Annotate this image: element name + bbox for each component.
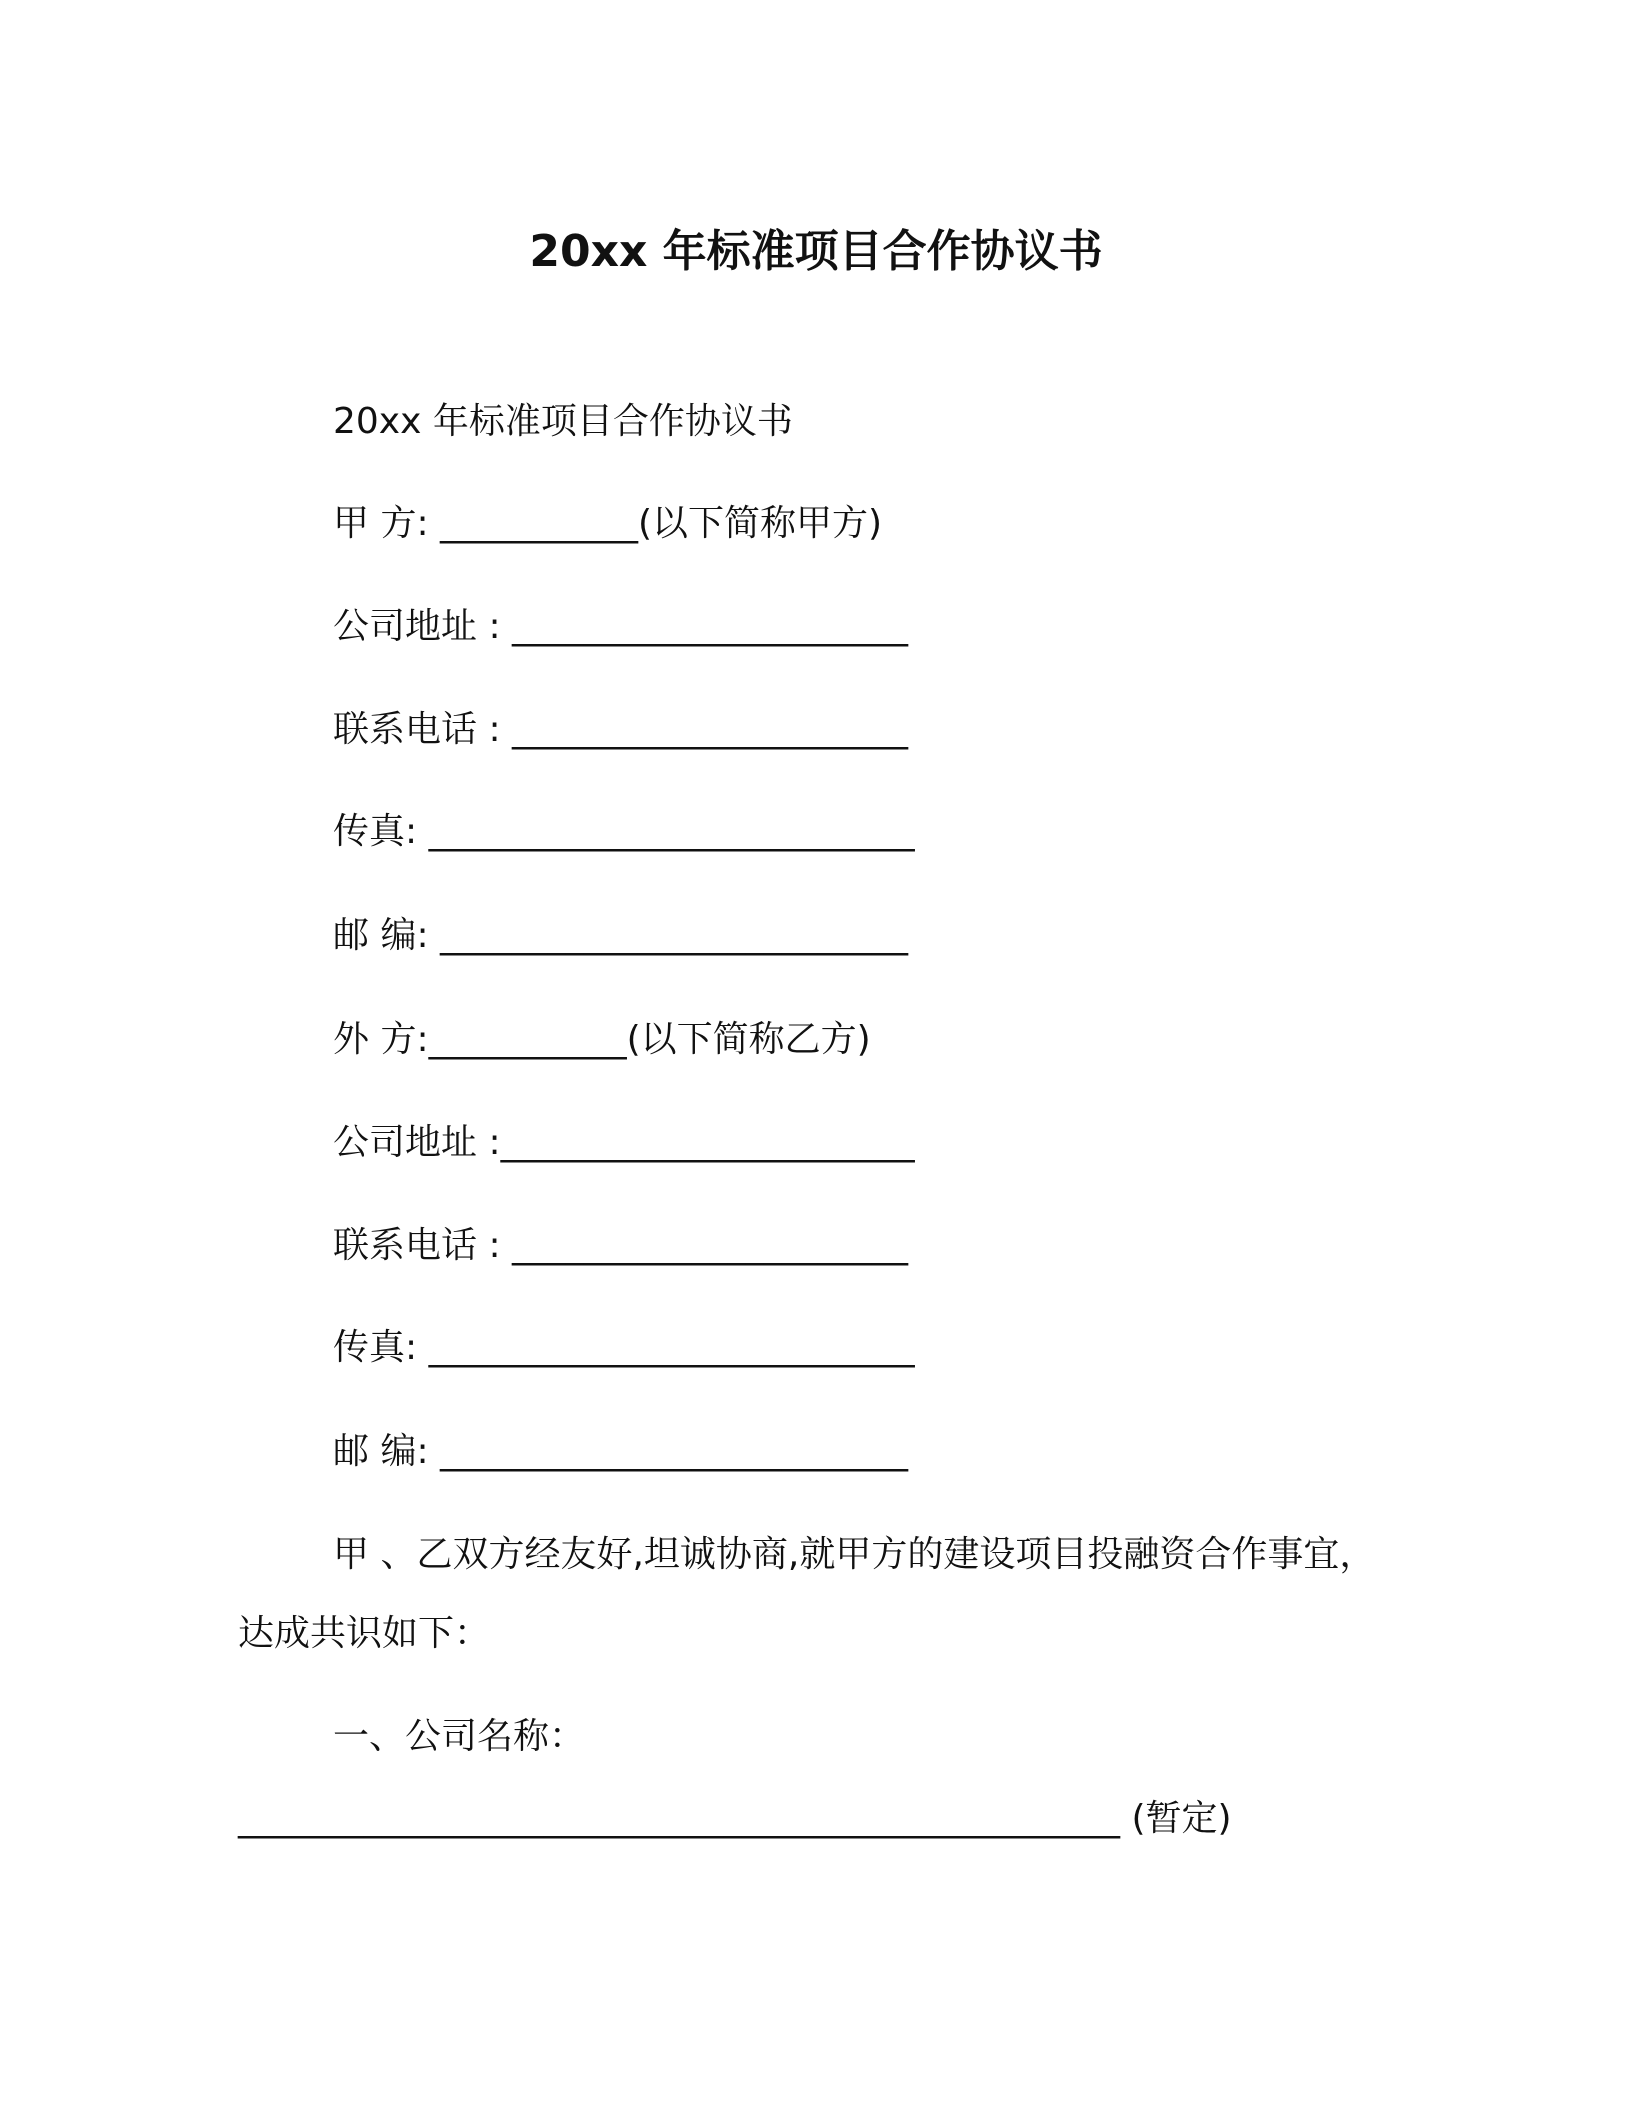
- party-b-address-field: 公司地址 :_______________________: [333, 1122, 915, 1163]
- intro-paragraph-line-1: 甲 、乙双方经友好,坦诚协商,就甲方的建设项目投融资合作事宜，: [333, 1534, 1376, 1575]
- section-1-company-name-blank: _________________________________________________ (暂定): [238, 1798, 1232, 1839]
- party-a-postcode-field: 邮 编: __________________________: [333, 915, 909, 956]
- party-a-fax-field: 传真: ___________________________: [333, 811, 915, 852]
- section-1-heading: 一、公司名称：: [333, 1716, 586, 1757]
- party-b-name-field: 外 方:___________(以下简称乙方): [333, 1019, 871, 1060]
- document-subtitle: 20xx 年标准项目合作协议书: [333, 401, 793, 442]
- party-a-phone-field: 联系电话 : ______________________: [333, 709, 909, 750]
- party-b-postcode-field: 邮 编: __________________________: [333, 1431, 909, 1472]
- intro-paragraph-line-2: 达成共识如下：: [238, 1613, 491, 1654]
- document-title: 20xx 年标准项目合作协议书: [529, 226, 1103, 277]
- party-b-phone-field: 联系电话 : ______________________: [333, 1225, 909, 1266]
- party-a-name-field: 甲 方: ___________(以下简称甲方): [333, 503, 883, 544]
- party-a-address-field: 公司地址 : ______________________: [333, 606, 909, 647]
- party-b-fax-field: 传真: ___________________________: [333, 1327, 915, 1368]
